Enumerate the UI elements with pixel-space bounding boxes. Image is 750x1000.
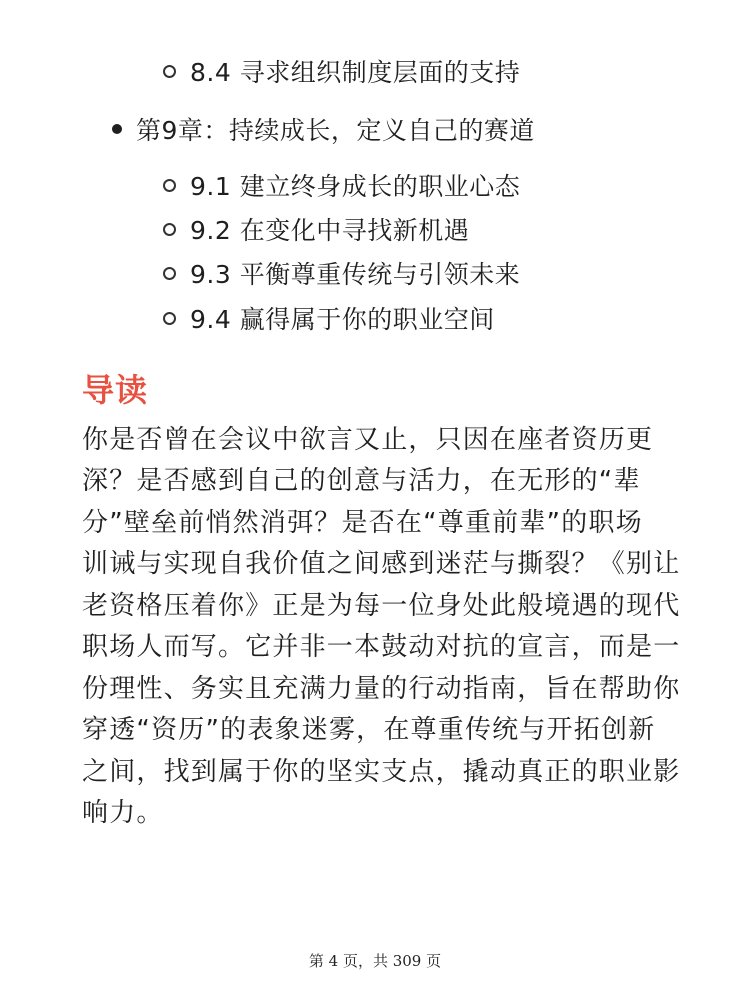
toc-item-9-3[interactable] <box>163 253 520 293</box>
intro-paragraph-line: 老资格压着你》正是为每一位身处此般境遇的现代 <box>82 591 681 621</box>
intro-paragraph-line: 响力。 <box>82 798 164 828</box>
toc-chapter-label: 第9章：持续成长，定义自己的赛道 <box>136 116 535 145</box>
intro-paragraph-line: 穿透“资历”的表象迷雾，在尊重传统与开拓创新 <box>82 715 656 745</box>
page-number: 第 4 页，共 309 页 <box>308 952 442 970</box>
bullet-dot-icon <box>112 124 122 134</box>
toc-item-9-1[interactable] <box>163 165 520 205</box>
toc-item-label: 9.1 建立终身成长的职业心态 <box>190 172 521 201</box>
toc-item-label: 9.2 在变化中寻找新机遇 <box>190 216 470 245</box>
intro-paragraph-line: 职场人而写。它并非一本鼓动对抗的宣言，而是一 <box>82 632 681 662</box>
section-heading-intro: 导读 <box>82 371 149 409</box>
intro-paragraph-line: 份理性、务实且充满力量的行动指南，旨在帮助你 <box>82 674 681 704</box>
circle-bullet-icon <box>163 65 176 78</box>
toc-chapter-9[interactable] <box>112 109 535 149</box>
intro-paragraph-line: 之间，找到属于你的坚实支点，撬动真正的职业影 <box>82 757 681 787</box>
toc-item-8-4[interactable] <box>163 51 520 91</box>
circle-bullet-icon <box>163 312 176 325</box>
circle-bullet-icon <box>163 267 176 280</box>
circle-bullet-icon <box>163 223 176 236</box>
intro-paragraph-line: 深？是否感到自己的创意与活力，在无形的“辈 <box>82 466 641 496</box>
intro-paragraph-line: 训诫与实现自我价值之间感到迷茫与撕裂？《别让 <box>82 549 681 579</box>
toc-item-label: 8.4 寻求组织制度层面的支持 <box>190 58 521 87</box>
toc-item-9-2[interactable] <box>163 209 469 249</box>
toc-item-label: 9.3 平衡尊重传统与引领未来 <box>190 260 521 289</box>
intro-paragraph-line: 你是否曾在会议中欲言又止，只因在座者资历更 <box>82 425 654 455</box>
toc-item-9-4[interactable] <box>163 298 495 338</box>
intro-paragraph-line: 分”壁垒前悄然消弭？是否在“尊重前辈”的职场 <box>82 508 643 538</box>
circle-bullet-icon <box>163 179 176 192</box>
toc-item-label: 9.4 赢得属于你的职业空间 <box>190 305 495 334</box>
